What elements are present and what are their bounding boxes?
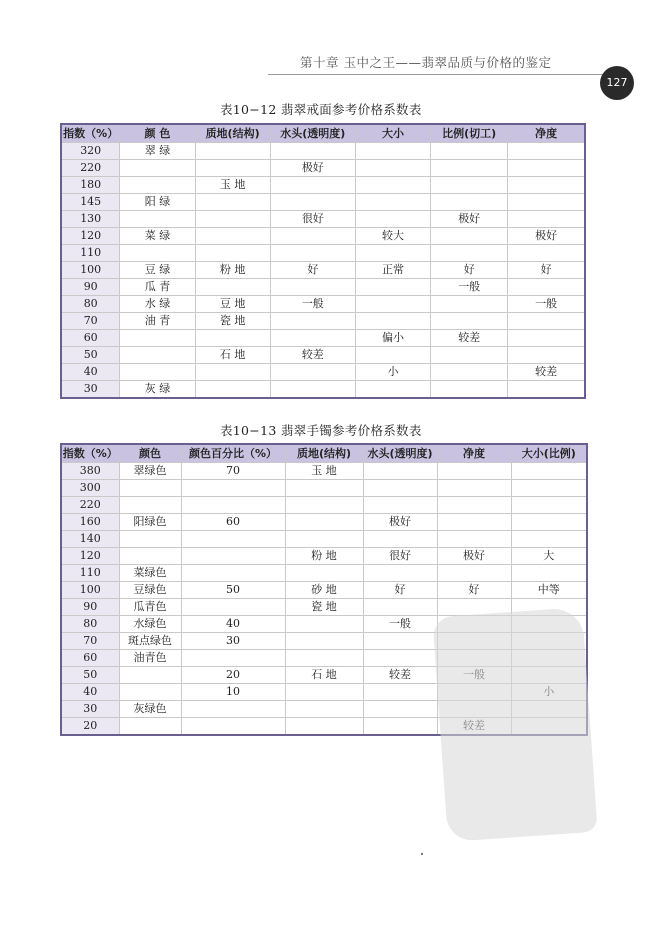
index-cell: 220	[61, 160, 120, 177]
table-cell	[363, 701, 437, 718]
column-header: 水头(透明度)	[270, 124, 355, 143]
index-cell: 60	[61, 330, 120, 347]
table-cell	[120, 211, 195, 228]
table-cell	[120, 160, 195, 177]
table-cell	[270, 330, 355, 347]
table-row	[61, 194, 585, 211]
watermark-text: PDG	[598, 764, 628, 790]
table-cell	[285, 616, 363, 633]
table-cell: 较差	[363, 667, 437, 684]
table-cell: 菜绿色	[119, 565, 181, 582]
table-cell: 60	[181, 514, 285, 531]
table-cell	[181, 548, 285, 565]
index-cell: 90	[61, 279, 120, 296]
table-cell	[355, 296, 430, 313]
table-cell	[363, 599, 437, 616]
table-cell: 极好	[437, 548, 511, 565]
table-cell	[508, 194, 585, 211]
index-cell: 80	[61, 616, 119, 633]
column-header: 比例(切工)	[431, 124, 508, 143]
table-cell	[363, 718, 437, 736]
table-cell: 极好	[363, 514, 437, 531]
table-cell	[285, 565, 363, 582]
table-cell: 正常	[355, 262, 430, 279]
table-row	[61, 313, 585, 330]
table-cell	[270, 228, 355, 245]
table-cell	[119, 497, 181, 514]
table-cell	[181, 531, 285, 548]
table-cell	[195, 279, 270, 296]
table-cell: 好	[431, 262, 508, 279]
index-cell: 30	[61, 381, 120, 399]
table-cell: 石 地	[285, 667, 363, 684]
index-cell: 140	[61, 531, 119, 548]
table-cell	[511, 531, 587, 548]
table-cell	[511, 497, 587, 514]
table-cell: 很好	[363, 548, 437, 565]
index-cell: 90	[61, 599, 119, 616]
table-cell	[270, 194, 355, 211]
table-cell: 中等	[511, 582, 587, 599]
table-cell	[431, 296, 508, 313]
table-cell	[363, 531, 437, 548]
table-cell	[508, 143, 585, 160]
table-cell	[363, 633, 437, 650]
table-cell	[437, 497, 511, 514]
table-cell	[270, 177, 355, 194]
table-cell	[285, 633, 363, 650]
table-cell	[363, 565, 437, 582]
index-cell: 300	[61, 480, 119, 497]
table-cell	[508, 381, 585, 399]
table1-caption: 表10−12 翡翠戒面参考价格系数表	[220, 102, 422, 117]
table-cell	[181, 650, 285, 667]
table-cell	[195, 364, 270, 381]
table-cell	[431, 177, 508, 194]
table-cell	[437, 531, 511, 548]
table-cell	[355, 211, 430, 228]
table-cell	[120, 330, 195, 347]
table-row	[61, 480, 587, 497]
header-rule	[268, 74, 610, 75]
table-cell	[363, 497, 437, 514]
table-row	[61, 347, 585, 364]
table-cell: 30	[181, 633, 285, 650]
table-cell	[355, 347, 430, 364]
ring-price-table	[60, 123, 586, 399]
table-cell	[431, 313, 508, 330]
index-cell: 320	[61, 143, 120, 160]
table-cell: 好	[363, 582, 437, 599]
column-header: 大小	[355, 124, 430, 143]
table-cell	[285, 531, 363, 548]
table-cell	[508, 160, 585, 177]
table-cell	[431, 245, 508, 262]
table-cell: 粉 地	[195, 262, 270, 279]
table-cell: 20	[181, 667, 285, 684]
table-cell: 偏小	[355, 330, 430, 347]
table-cell	[270, 381, 355, 399]
table-cell	[181, 497, 285, 514]
table-row	[61, 245, 585, 262]
index-cell: 160	[61, 514, 119, 531]
table-cell: 灰 绿	[120, 381, 195, 399]
index-cell: 70	[61, 313, 120, 330]
table-cell: 玉 地	[195, 177, 270, 194]
column-header: 大小(比例)	[511, 444, 587, 463]
table-cell	[120, 347, 195, 364]
table-cell	[437, 463, 511, 480]
table-cell	[195, 143, 270, 160]
table-row	[61, 565, 587, 582]
table-cell	[508, 330, 585, 347]
table-cell	[363, 480, 437, 497]
index-cell: 20	[61, 718, 119, 736]
table-cell	[120, 177, 195, 194]
table-cell: 斑点绿色	[119, 633, 181, 650]
table-cell	[270, 143, 355, 160]
table-cell: 极好	[270, 160, 355, 177]
table-cell	[285, 650, 363, 667]
table-cell	[181, 565, 285, 582]
table-cell: 很好	[270, 211, 355, 228]
table-cell	[431, 194, 508, 211]
table-cell	[511, 514, 587, 531]
table-cell	[285, 480, 363, 497]
table-cell	[363, 650, 437, 667]
page-speck	[421, 853, 423, 855]
column-header: 指数（%）	[61, 444, 119, 463]
table-cell: 50	[181, 582, 285, 599]
table-cell: 较大	[355, 228, 430, 245]
table-cell: 好	[508, 262, 585, 279]
table-cell	[511, 565, 587, 582]
table-cell	[181, 701, 285, 718]
table-cell: 一般	[363, 616, 437, 633]
table-row	[61, 262, 585, 279]
table-cell	[119, 684, 181, 701]
table-cell	[270, 313, 355, 330]
table-cell	[437, 565, 511, 582]
index-cell: 180	[61, 177, 120, 194]
table-row	[61, 531, 587, 548]
index-cell: 145	[61, 194, 120, 211]
table-cell	[508, 211, 585, 228]
column-header: 颜色百分比（%）	[181, 444, 285, 463]
table-cell	[437, 480, 511, 497]
table-cell: 瓜青色	[119, 599, 181, 616]
table-cell: 油青色	[119, 650, 181, 667]
table-cell: 翠绿色	[119, 463, 181, 480]
index-cell: 40	[61, 684, 119, 701]
table-cell	[195, 245, 270, 262]
table-cell	[285, 514, 363, 531]
table-cell: 40	[181, 616, 285, 633]
index-cell: 110	[61, 565, 119, 582]
table2-caption: 表10−13 翡翠手镯参考价格系数表	[220, 423, 422, 438]
table-cell	[355, 245, 430, 262]
table-cell	[363, 684, 437, 701]
table-row	[61, 463, 587, 480]
table-cell: 极好	[431, 211, 508, 228]
column-header: 净度	[508, 124, 585, 143]
table-cell	[511, 480, 587, 497]
table-cell: 石 地	[195, 347, 270, 364]
index-cell: 110	[61, 245, 120, 262]
table-cell	[431, 364, 508, 381]
table-cell	[355, 194, 430, 211]
table-cell	[508, 245, 585, 262]
table-cell: 瓷 地	[285, 599, 363, 616]
table-cell	[195, 330, 270, 347]
index-cell: 60	[61, 650, 119, 667]
table-row	[61, 514, 587, 531]
index-cell: 70	[61, 633, 119, 650]
table-cell	[431, 143, 508, 160]
table-cell	[181, 718, 285, 736]
table-cell	[195, 381, 270, 399]
table-cell	[363, 463, 437, 480]
index-cell: 80	[61, 296, 120, 313]
table-cell	[119, 531, 181, 548]
table-cell	[120, 245, 195, 262]
page-number-badge: 127	[600, 66, 634, 100]
table-cell	[195, 160, 270, 177]
index-cell: 40	[61, 364, 120, 381]
table-cell	[355, 313, 430, 330]
table-cell: 砂 地	[285, 582, 363, 599]
table-row	[61, 497, 587, 514]
table-cell: 70	[181, 463, 285, 480]
index-cell: 50	[61, 347, 120, 364]
index-cell: 100	[61, 262, 120, 279]
index-cell: 120	[61, 228, 120, 245]
table-cell	[508, 177, 585, 194]
table-cell: 10	[181, 684, 285, 701]
table-row	[61, 177, 585, 194]
table-cell	[119, 548, 181, 565]
table-row	[61, 381, 585, 399]
index-cell: 130	[61, 211, 120, 228]
table-cell	[285, 701, 363, 718]
column-header: 净度	[437, 444, 511, 463]
table-cell	[431, 228, 508, 245]
table-cell: 好	[437, 582, 511, 599]
table-row	[61, 211, 585, 228]
table-cell: 较差	[508, 364, 585, 381]
table-row	[61, 279, 585, 296]
table-cell	[181, 599, 285, 616]
table-cell	[285, 497, 363, 514]
index-cell: 120	[61, 548, 119, 565]
table-cell	[181, 480, 285, 497]
table-row	[61, 548, 587, 565]
table-row	[61, 143, 585, 160]
table-cell	[195, 228, 270, 245]
table-cell: 豆 绿	[120, 262, 195, 279]
table-cell: 菜 绿	[120, 228, 195, 245]
table-cell	[431, 347, 508, 364]
index-cell: 50	[61, 667, 119, 684]
table-cell: 豆绿色	[119, 582, 181, 599]
table-cell: 一般	[270, 296, 355, 313]
table-cell: 较差	[431, 330, 508, 347]
column-header: 质地(结构)	[285, 444, 363, 463]
table-cell	[285, 718, 363, 736]
table-row	[61, 296, 585, 313]
table-cell	[355, 143, 430, 160]
column-header: 指数（%）	[61, 124, 120, 143]
index-cell: 30	[61, 701, 119, 718]
table-cell	[437, 514, 511, 531]
column-header: 颜色	[119, 444, 181, 463]
table-cell	[508, 313, 585, 330]
table-cell	[508, 347, 585, 364]
column-header: 水头(透明度)	[363, 444, 437, 463]
index-cell: 220	[61, 497, 119, 514]
table-cell	[270, 245, 355, 262]
watermark-seal	[432, 607, 597, 842]
table-row	[61, 582, 587, 599]
table-cell	[195, 194, 270, 211]
table-cell	[119, 667, 181, 684]
table-row	[61, 364, 585, 381]
table-cell: 极好	[508, 228, 585, 245]
column-header: 质地(结构)	[195, 124, 270, 143]
table-cell	[355, 279, 430, 296]
table-cell	[195, 211, 270, 228]
table-cell: 一般	[431, 279, 508, 296]
running-header: 第十章 玉中之王——翡翠品质与价格的鉴定	[300, 55, 552, 70]
table-cell	[355, 381, 430, 399]
table-cell	[355, 177, 430, 194]
table-cell: 大	[511, 548, 587, 565]
table-cell	[119, 480, 181, 497]
table-cell: 灰绿色	[119, 701, 181, 718]
table-cell: 小	[355, 364, 430, 381]
table-cell: 瓷 地	[195, 313, 270, 330]
column-header: 颜 色	[120, 124, 195, 143]
table-cell	[508, 279, 585, 296]
table-cell	[285, 684, 363, 701]
table-cell	[355, 160, 430, 177]
table-cell	[511, 463, 587, 480]
index-cell: 100	[61, 582, 119, 599]
table-cell	[120, 364, 195, 381]
table-cell: 较差	[270, 347, 355, 364]
table-cell: 玉 地	[285, 463, 363, 480]
table-cell: 豆 地	[195, 296, 270, 313]
table-cell: 水 绿	[120, 296, 195, 313]
table-cell: 粉 地	[285, 548, 363, 565]
table-cell: 水绿色	[119, 616, 181, 633]
table-cell	[431, 160, 508, 177]
table-cell: 油 青	[120, 313, 195, 330]
table-cell: 一般	[508, 296, 585, 313]
table-row	[61, 160, 585, 177]
table-cell: 翠 绿	[120, 143, 195, 160]
table-cell: 好	[270, 262, 355, 279]
table-row	[61, 228, 585, 245]
table-cell	[431, 381, 508, 399]
index-cell: 380	[61, 463, 119, 480]
table-row	[61, 330, 585, 347]
table-cell: 阳绿色	[119, 514, 181, 531]
table-cell: 瓜 青	[120, 279, 195, 296]
table-cell: 阳 绿	[120, 194, 195, 211]
table-cell	[270, 364, 355, 381]
table-cell	[119, 718, 181, 736]
table-cell	[270, 279, 355, 296]
